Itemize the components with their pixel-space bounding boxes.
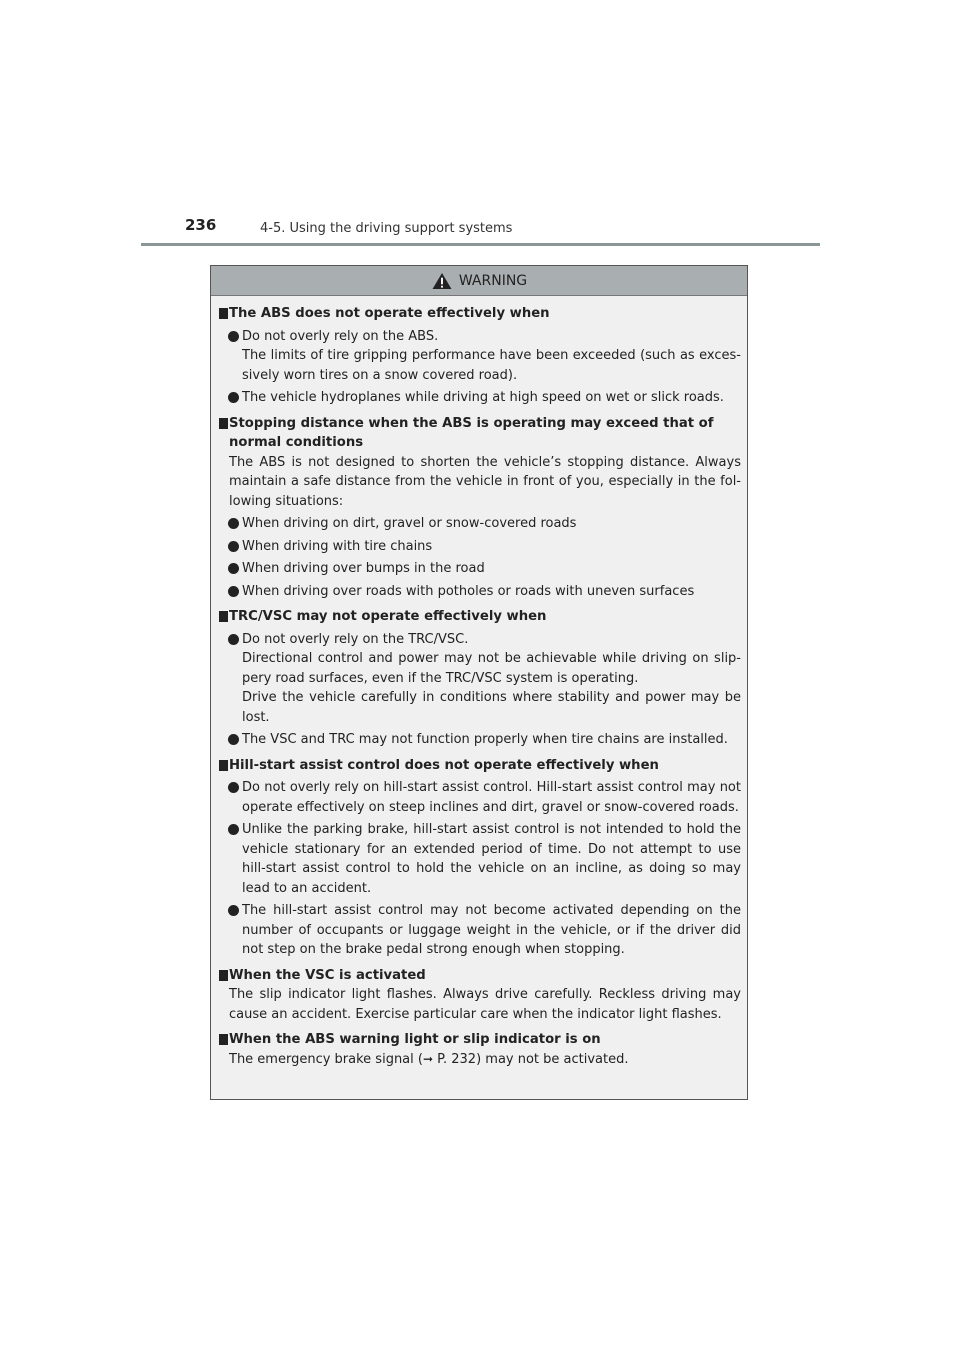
- square-bullet-icon: [219, 414, 229, 453]
- section-heading-text: When the ABS warning light or slip indicator is on: [229, 1032, 601, 1047]
- list-item: [219, 901, 741, 960]
- list-item: [219, 630, 741, 728]
- list-item-text: [242, 537, 741, 557]
- section-heading: [219, 1030, 741, 1050]
- warning-section: [219, 966, 741, 1025]
- section-heading-text: When the VSC is activated: [229, 967, 426, 983]
- round-bullet-icon: [228, 559, 242, 579]
- section-heading-text: The ABS does not operate effectively when: [229, 306, 550, 321]
- list-item: [219, 778, 741, 817]
- list-item-paragraph: Do not overly rely on hill-start assist control. Hill-start assist control may not operate effectively on steep inclines and dirt, gravel or snow-covered roads.: [242, 780, 741, 815]
- list-item-paragraph: Unlike the parking brake, hill-start assist control is not intended to hold the vehicle stationary for an extended period of time. Do not attempt to use hill-start assist control to hold the vehicle on an incline, as doing so may lead to an accident.: [242, 822, 741, 896]
- list-item-paragraph: The VSC and TRC may not function properly when tire chains are installed.: [242, 732, 728, 747]
- list-item-paragraph: The hill-start assist control may not become activated depending on the number of occupants or luggage weight in the vehicle, or if the driver did not step on the brake pedal strong enough when stopping.: [242, 903, 741, 957]
- list-item: [219, 514, 741, 534]
- section-heading: [219, 304, 741, 324]
- warning-section: [219, 304, 741, 408]
- section-heading: [219, 966, 741, 986]
- section-heading: [219, 607, 741, 627]
- warning-section: [219, 1030, 741, 1069]
- page-reference-link[interactable]: P. 232: [437, 1051, 477, 1067]
- section-body: The ABS is not designed to shorten the vehicle’s stopping distance. Always maintain a safe distance from the vehicle in front of you, especially in the fol-lowing situations:: [229, 454, 741, 509]
- list-item-text: [242, 327, 741, 386]
- warning-content: [211, 296, 747, 1069]
- page-number: 236: [185, 216, 217, 234]
- list-item-paragraph: When driving over bumps in the road: [242, 561, 485, 576]
- round-bullet-icon: [228, 820, 242, 898]
- list-item-text: [242, 388, 741, 408]
- section-body: The slip indicator light flashes. Always drive carefully. Reckless driving may cause an accident. Exercise particular care when the indicator light flashes.: [229, 987, 741, 1022]
- round-bullet-icon: [228, 730, 242, 750]
- section-heading: [219, 756, 741, 776]
- section-heading-text: Hill-start assist control does not operate effectively when: [229, 757, 659, 773]
- list-item: [219, 388, 741, 408]
- section-heading: [219, 414, 741, 453]
- round-bullet-icon: [228, 582, 242, 602]
- list-item-paragraph: When driving over roads with potholes or roads with uneven surfaces: [242, 583, 695, 599]
- list-item-text: [242, 730, 741, 750]
- square-bullet-icon: [219, 756, 229, 776]
- arrow-right-icon: ➞: [422, 1051, 434, 1066]
- list-item-text: [242, 630, 741, 728]
- round-bullet-icon: [228, 537, 242, 557]
- square-bullet-icon: [219, 1030, 229, 1050]
- square-bullet-icon: [219, 304, 229, 324]
- warning-box: [210, 265, 748, 1100]
- round-bullet-icon: [228, 630, 242, 728]
- list-item-paragraph: The limits of tire gripping performance have been exceeded (such as exces-sively worn tires on a snow covered road).: [242, 348, 741, 383]
- list-item-text: [242, 582, 741, 602]
- list-item: [219, 582, 741, 602]
- section-heading-text: Stopping distance when the ABS is operating may exceed that of normal conditions: [229, 415, 714, 450]
- list-item-paragraph: The vehicle hydroplanes while driving at high speed on wet or slick roads.: [242, 390, 724, 405]
- list-item-paragraph: Do not overly rely on the ABS.: [242, 328, 439, 344]
- list-item-text: [242, 820, 741, 898]
- list-item-text: [242, 514, 741, 534]
- list-item-text: [242, 778, 741, 817]
- square-bullet-icon: [219, 966, 229, 986]
- round-bullet-icon: [228, 388, 242, 408]
- list-item: [219, 820, 741, 898]
- section-body: [219, 1050, 741, 1070]
- square-bullet-icon: [219, 607, 229, 627]
- list-item-paragraph: When driving with tire chains: [242, 538, 433, 554]
- list-item-paragraph: Drive the vehicle carefully in conditions where stability and power may be lost.: [242, 690, 741, 725]
- header-rule: [141, 243, 820, 246]
- warning-section: [219, 607, 741, 750]
- warning-header: [211, 266, 747, 296]
- round-bullet-icon: [228, 514, 242, 534]
- warning-section: [219, 414, 741, 602]
- list-item-paragraph: When driving on dirt, gravel or snow-covered roads: [242, 516, 577, 531]
- list-item: [219, 327, 741, 386]
- body-text: ) may not be activated.: [476, 1051, 629, 1067]
- list-item: [219, 559, 741, 579]
- list-item-paragraph: Directional control and power may not be achievable while driving on slip-pery road surfaces, even if the TRC/VSC system is operating.: [242, 651, 741, 686]
- round-bullet-icon: [228, 778, 242, 817]
- section-heading-text: TRC/VSC may not operate effectively when: [229, 609, 547, 624]
- warning-triangle-icon: [431, 272, 453, 290]
- list-item-paragraph: Do not overly rely on the TRC/VSC.: [242, 631, 469, 647]
- list-item: [219, 730, 741, 750]
- list-item-text: [242, 901, 741, 960]
- list-item: [219, 537, 741, 557]
- warning-section: [219, 756, 741, 960]
- body-text: The emergency brake signal (: [229, 1051, 423, 1067]
- round-bullet-icon: [228, 901, 242, 960]
- list-item-text: [242, 559, 741, 579]
- round-bullet-icon: [228, 327, 242, 386]
- warning-title: WARNING: [458, 272, 528, 289]
- section-title: 4-5. Using the driving support systems: [260, 221, 513, 236]
